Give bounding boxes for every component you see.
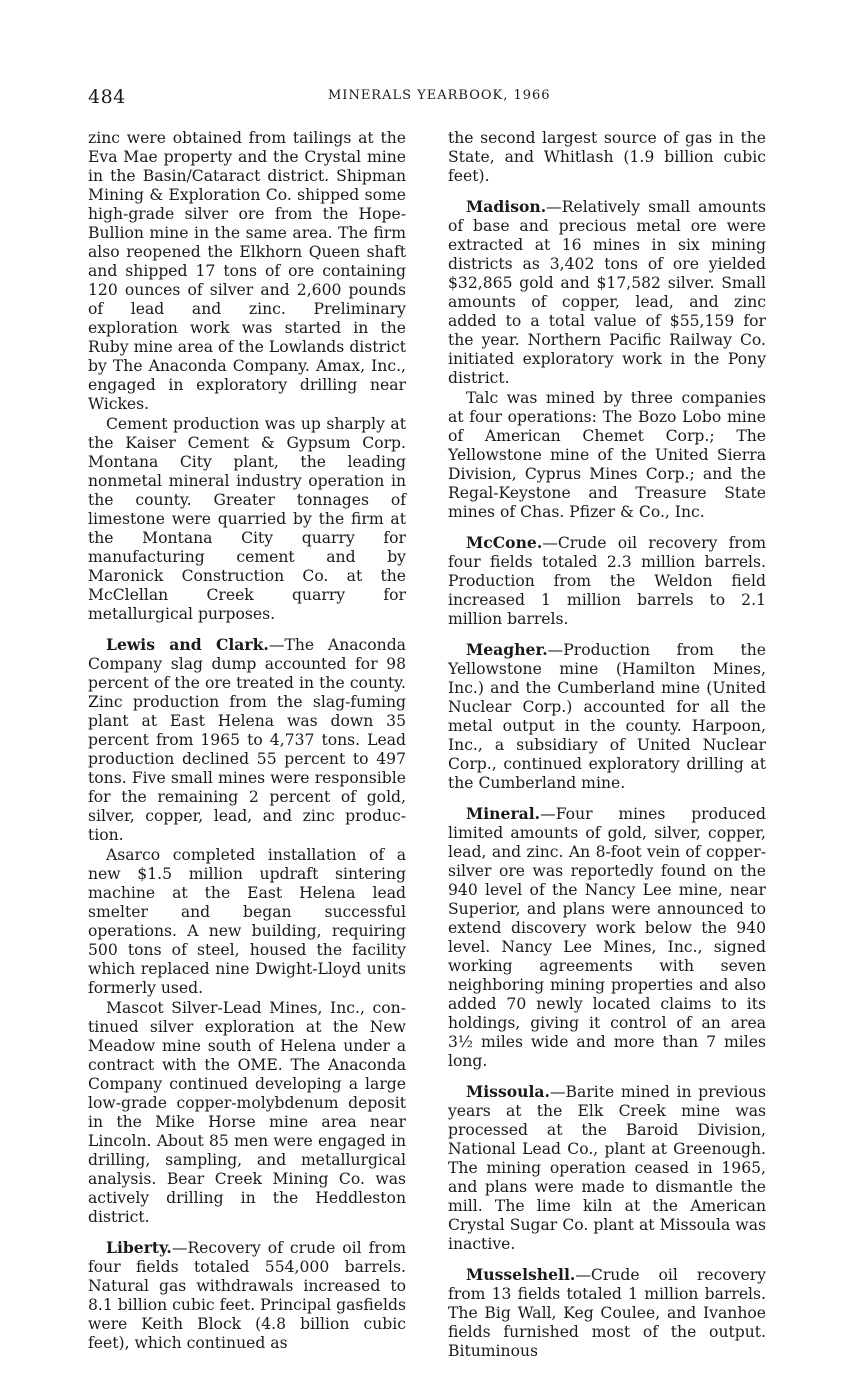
county-heading-meagher: Meagher. xyxy=(466,640,548,659)
paragraph-text: —Relatively small amounts of base and precious metal ore were extracted at 16 mines in six mining districts as 3,402 tons of ore yielded $32,865 gold and $17,582 silver. Small amounts of copper, lead, and zinc added to a total value of $55,159 for the year. Northern Pacific Railway Co. initiated exploratory work in the Pony district. xyxy=(448,198,766,387)
county-heading-missoula: Missoula. xyxy=(466,1082,550,1101)
paragraph xyxy=(88,998,406,1227)
page-header xyxy=(88,86,788,114)
paragraph xyxy=(448,804,766,1071)
paragraph-text: —Recovery of crude oil from four fields totaled 554,000 barrels. Natural gas withdrawals increased to 8.1 billion cubic feet. Principal gasfields were Keith Block (4.8 billion cubic feet), which continued as xyxy=(88,1239,406,1352)
running-title: MINERALS YEARBOOK, 1966 xyxy=(328,88,551,103)
paragraph-text: —The Anaconda Company slag dump accounted for 98 percent of the ore treated in the county. Zinc production from the slag-fuming plant at East Helena was down 35 percent from 1965 to 4,737 tons. Lead production declined 55 percent to 497 tons. Five small mines were responsible for the remaining 2 percent of gold, silver, copper, lead, and zinc production. xyxy=(88,636,406,844)
paragraph xyxy=(448,1265,766,1361)
paragraph xyxy=(88,1238,406,1353)
paragraph xyxy=(448,640,766,793)
county-heading-madison: Madison. xyxy=(466,197,547,216)
paragraph xyxy=(448,128,766,186)
paragraph-text: —Crude oil recovery from four fields totaled 2.3 million barrels. Production from the Weldon field increased 1 million barrels to 2.1 million barrels. xyxy=(448,534,766,628)
paragraph-text: —Production from the Yellowstone mine (Hamilton Mines, Inc.) and the Cumberland mine (United Nuclear Corp.) accounted for all the metal output in the county. Harpoon, Inc., a subsidiary of United Nuclear Corp., continued exploratory drilling at the Cumberland mine. xyxy=(448,641,766,792)
paragraph xyxy=(88,128,406,414)
paragraph xyxy=(88,414,406,624)
paragraph xyxy=(448,388,766,522)
paragraph-text: Cement production was up sharply at the Kaiser Cement & Gypsum Corp. Montana City plant, the leading nonmetal mineral industry operation in the county. Greater tonnages of limestone were quarried by the firm at the Montana City quarry for manufacturing cement and by Maronick Construction Co. at the McClellan Creek quarry for metallurgical purposes. xyxy=(88,415,406,623)
county-heading-lewis-and-clark: Lewis and Clark. xyxy=(106,635,269,654)
paragraph-text: —Four mines produced limited amounts of gold, silver, copper, lead, and zinc. An 8-foot vein of copper-silver ore was reportedly found on the 940 level of the Nancy Lee mine, near Superior, and plans were announced to extend discovery work below the 940 level. Nancy Lee Mines, Inc., signed working agreements with seven neighboring mining properties and also added 70 newly located claims to its holdings, giving it control of an area 3½ miles wide and more than 7 miles long. xyxy=(448,805,766,1070)
paragraph-text: the second largest source of gas in the State, and Whitlash (1.9 billion cubic feet). xyxy=(448,129,766,185)
paragraph-text: Mascot Silver-Lead Mines, Inc., continued silver exploration at the New Meadow mine south of Helena under a contract with the OME. The Anaconda Company continued developing a large low-grade copper-molybdenum deposit in the Mike Horse mine area near Lincoln. About 85 men were engaged in drilling, sampling, and metallurgical analysis. Bear Creek Mining Co. was actively drilling in the Heddleston district. xyxy=(88,999,406,1226)
county-heading-liberty: Liberty. xyxy=(106,1238,172,1257)
paragraph xyxy=(88,845,406,998)
page-number: 484 xyxy=(88,86,126,108)
paragraph-text: —Barite mined in previous years at the Elk Creek mine was processed at the Baroid Division, National Lead Co., plant at Greenough. The mining operation ceased in 1965, and plans were made to dismantle the mill. The lime kiln at the American Crystal Sugar Co. plant at Missoula was inactive. xyxy=(448,1083,766,1253)
paragraph-text: zinc were obtained from tailings at the Eva Mae property and the Crystal mine in the Basin/Cataract district. Shipman Mining & Exploration Co. shipped some high-grade silver ore from the Hope-Bullion mine in the same area. The firm also reopened the Elkhorn Queen shaft and shipped 17 tons of ore containing 120 ounces of silver and 2,600 pounds of lead and zinc. Preliminary exploration work was started in the Ruby mine area of the Lowlands district by The Anaconda Company. Amax, Inc., engaged in exploratory drilling near Wickes. xyxy=(88,129,406,413)
county-heading-mccone: McCone. xyxy=(466,533,543,552)
county-heading-mineral: Mineral. xyxy=(466,804,541,823)
right-column xyxy=(448,128,766,1361)
paragraph-text: —Crude oil recovery from 13 fields totaled 1 million barrels. The Big Wall, Keg Coulee, and Ivanhoe fields furnished most of the output. Bituminous xyxy=(448,1266,766,1360)
county-heading-musselshell: Musselshell. xyxy=(466,1265,576,1284)
paragraph xyxy=(448,1082,766,1254)
paragraph-text: Talc was mined by three companies at four operations: The Bozo Lobo mine of American Chemet Corp.; The Yellowstone mine of the United Sierra Division, Cyprus Mines Corp.; and the Regal-Keystone and Treasure State mines of Chas. Pfizer & Co., Inc. xyxy=(448,389,766,521)
paragraph xyxy=(448,197,766,388)
left-column xyxy=(88,128,406,1353)
paragraph xyxy=(448,533,766,629)
paragraph-text: Asarco completed installation of a new $1.5 million updraft sintering machine at the East Helena lead smelter and began successful operations. A new building, requiring 500 tons of steel, housed the facility which replaced nine Dwight-Lloyd units formerly used. xyxy=(88,846,406,997)
paragraph xyxy=(88,635,406,845)
